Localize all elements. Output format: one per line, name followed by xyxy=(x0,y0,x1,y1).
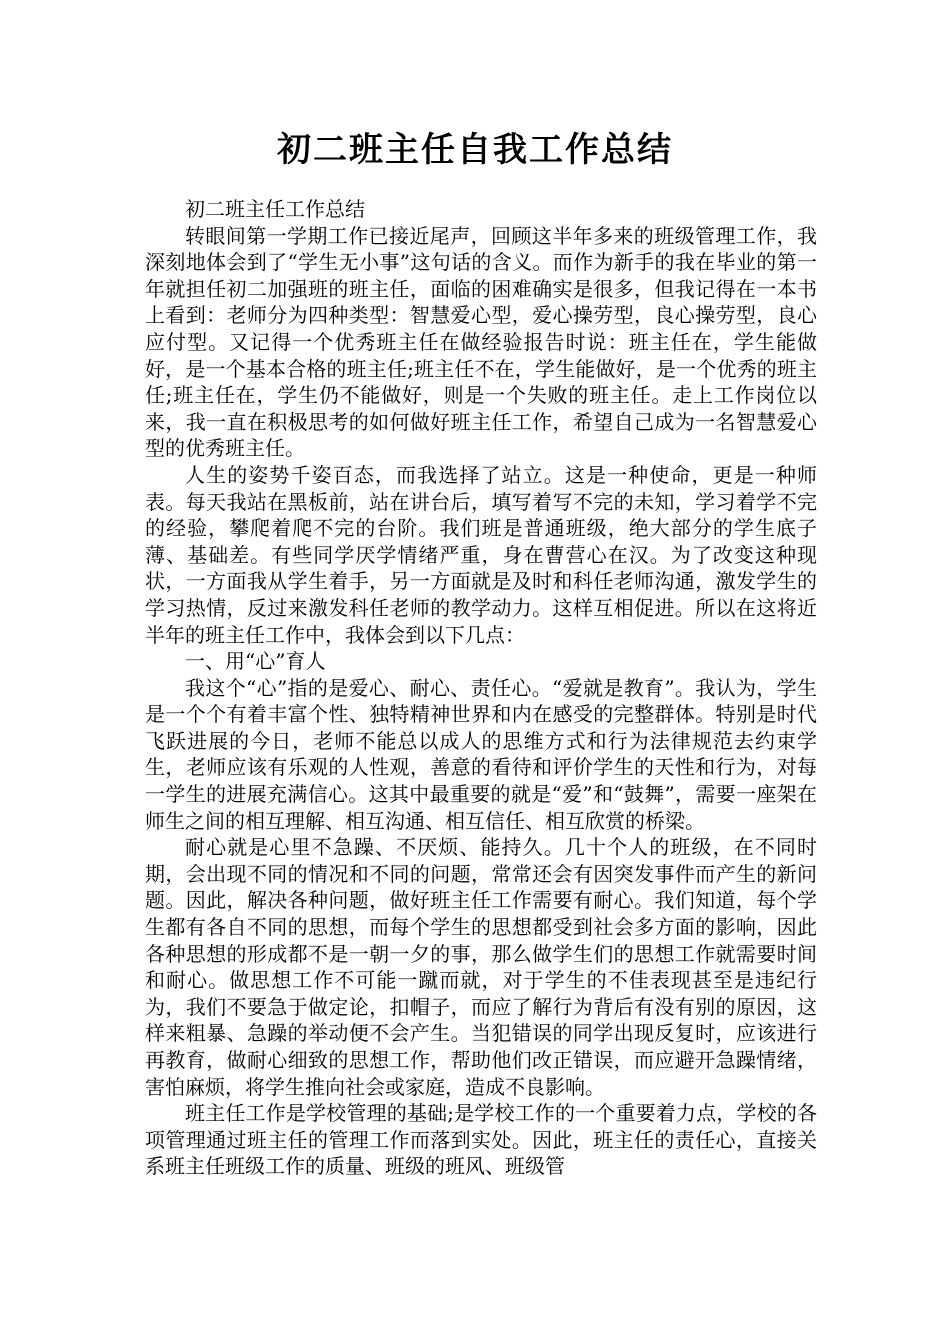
section-heading: 一、用“心”育人 xyxy=(185,649,326,674)
paragraph-subtitle: 初二班主任工作总结 xyxy=(185,197,365,221)
paragraph: 班主任工作是学校管理的基础;是学校工作的一个重要着力点，学校的各项管理通过班主任的管理工作而落到实处。因此，班主任的责任心，直接关系班主任班级工作的质量、班级的班风、班级管 xyxy=(145,1101,817,1179)
paragraph: 我这个“心”指的是爱心、耐心、责任心。“爱就是教育”。我认为，学生是一个个有着丰富个性、独特精神世界和内在感受的完整群体。特别是时代飞跃进展的今日，老师不能总以成人的思维方式和行为法律规范去约束学生，老师应该有乐观的人性观，善意的看待和评价学生的天性和行为，对每一学生的进展充满信心。这其中最重要的就是“爱”和“鼓舞”，需要一座架在师生之间的相互理解、相互沟通、相互信任、相互欣赏的桥梁。 xyxy=(145,675,817,833)
paragraph: 转眼间第一学期工作已接近尾声，回顾这半年多来的班级管理工作，我深刻地体会到了“学生无小事”这句话的含义。而作为新手的我在毕业的第一年就担任初二加强班的班主任，面临的困难确实是很多，但我记得在一本书上看到：老师分为四种类型：智慧爱心型，爱心操劳型，良心操劳型，良心应付型。又记得一个优秀班主任在做经验报告时说：班主任在，学生能做好，是一个基本合格的班主任;班主任不在，学生能做好，是一个优秀的班主任;班主任在，学生仍不能做好，则是一个失败的班主任。走上工作岗位以来，我一直在积极思考的如何做好班主任工作，希望自己成为一名智慧爱心型的优秀班主任。 xyxy=(145,223,817,461)
page-title: 初二班主任自我工作总结 xyxy=(277,130,673,170)
paragraph: 人生的姿势千姿百态，而我选择了站立。这是一种使命，更是一种师表。每天我站在黑板前，站在讲台后，填写着写不完的未知，学习着学不完的经验，攀爬着爬不完的台阶。我们班是普通班级，绝大部分的学生底子薄、基础差。有些同学厌学情绪严重，身在曹营心在汉。为了改变这种现状，一方面我从学生着手，另一方面就是及时和科任老师沟通，激发学生的学习热情，反过来激发科任老师的教学动力。这样互相促进。所以在这将近半年的班主任工作中，我体会到以下几点： xyxy=(145,462,817,647)
paragraph: 耐心就是心里不急躁、不厌烦、能持久。几十个人的班级，在不同时期，会出现不同的情况和不同的问题，常常还会有因突发事件而产生的新问题。因此，解决各种问题，做好班主任工作需要有耐心。我们知道，每个学生都有各自不同的思想，而每个学生的思想都受到社会多方面的影响，因此各种思想的形成都不是一朝一夕的事，那么做学生们的思想工作就需要时间和耐心。做思想工作不可能一蹴而就，对于学生的不佳表现甚至是违纪行为，我们不要急于做定论，扣帽子，而应了解行为背后有没有别的原因，这样来粗暴、急躁的举动便不会产生。当犯错误的同学出现反复时，应该进行再教育，做耐心细致的思想工作，帮助他们改正错误，而应避开急躁情绪，害怕麻烦，将学生推向社会或家庭，造成不良影响。 xyxy=(145,835,817,1099)
document-body xyxy=(145,196,817,1180)
